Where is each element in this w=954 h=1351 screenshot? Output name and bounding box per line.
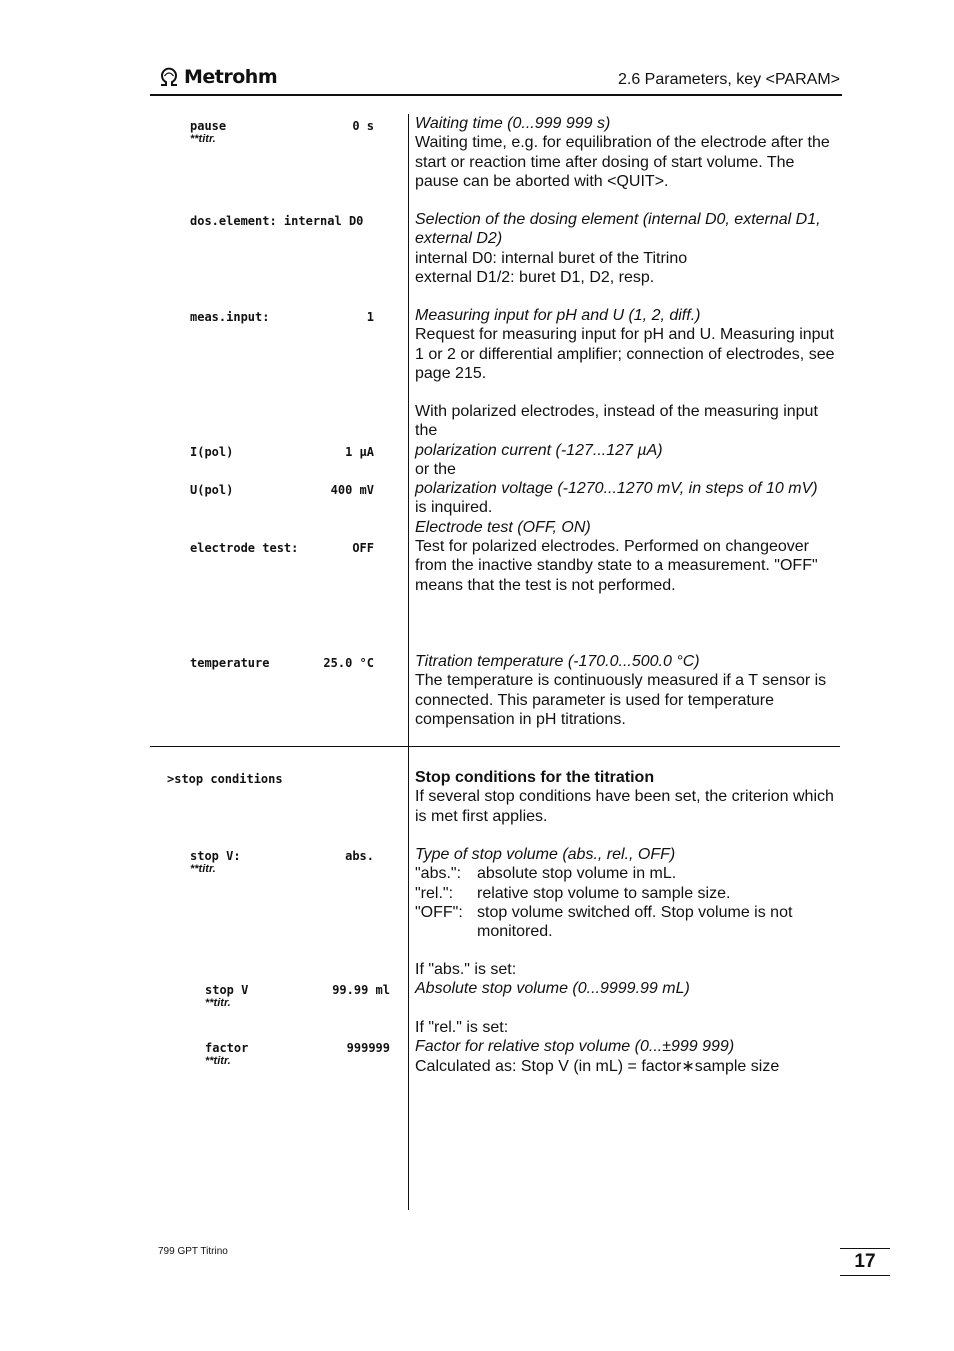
param-name: stop V [205, 983, 249, 997]
param-name: U(pol) [190, 483, 234, 497]
desc-title: Titration temperature (-170.0...500.0 °C) [415, 653, 700, 670]
param-note: **titr. [205, 1055, 231, 1067]
desc-condition: If "rel." is set: [415, 1019, 509, 1036]
def-val: relative stop volume to sample size. [477, 884, 731, 902]
param-name: temperature [190, 656, 270, 670]
param-electrode-test [190, 541, 374, 555]
param-value: 0 s [352, 119, 374, 133]
param-name: dos.element: internal D0 [190, 214, 364, 228]
param-name: electrode test: [190, 541, 299, 555]
param-upol [190, 483, 374, 497]
param-name: meas.input: [190, 310, 270, 324]
desc-meas-input [415, 306, 840, 383]
desc-intro: With polarized electrodes, instead of the measuring input the [415, 403, 818, 440]
desc-title: Absolute stop volume (0...9999.99 mL) [415, 980, 690, 998]
def-row-rel [415, 884, 840, 903]
def-key: "abs.": [415, 865, 462, 883]
param-name: pause [190, 119, 227, 133]
desc-body: Request for measuring input for pH and U. Measuring input 1 or 2 or differential amplifier; connection of electrodes, see page 215. [415, 326, 835, 382]
param-ipol [190, 445, 374, 459]
desc-line: internal D0: internal buret of the Titrino [415, 249, 688, 267]
desc-body: If several stop conditions have been set, the criterion which is met first applies. [415, 788, 834, 825]
desc-line: external D1/2: buret D1, D2, resp. [415, 268, 655, 286]
def-val: stop volume switched off. Stop volume is not monitored. [477, 903, 793, 941]
desc-condition: If "abs." is set: [415, 961, 517, 978]
param-temperature [190, 656, 374, 670]
param-stop-v-type [190, 849, 374, 875]
param-meas-input [190, 310, 374, 324]
param-value: 25.0 °C [323, 656, 374, 670]
desc-or-the: or the [415, 460, 456, 478]
desc-title: Selection of the dosing element (internal D0, external D1, external D2) [415, 211, 821, 248]
desc-heading: Stop conditions for the titration [415, 769, 655, 786]
param-pause [190, 119, 374, 145]
section-divider [150, 746, 840, 747]
page-number: 17 [840, 1248, 890, 1276]
desc-rel-stop [415, 1018, 840, 1076]
param-value: 1 [366, 310, 374, 324]
desc-upol-title: polarization voltage (-1270...1270 mV, in steps of 10 mV) [415, 480, 818, 498]
desc-electrode-title: Electrode test (OFF, ON) [415, 518, 591, 536]
param-value: 99.99 ml [332, 983, 390, 997]
desc-title: Type of stop volume (abs., rel., OFF) [415, 846, 676, 863]
param-name: stop V: [190, 849, 241, 863]
param-factor [205, 1041, 390, 1067]
desc-abs-stop [415, 960, 840, 999]
footer-product: 799 GPT Titrino [158, 1246, 228, 1257]
header-rule [150, 94, 842, 96]
def-key: "rel.": [415, 884, 454, 902]
param-value: OFF [352, 541, 374, 555]
param-value: abs. [345, 849, 374, 863]
desc-body: Waiting time, e.g. for equilibration of the electrode after the start or reaction time after dosing of start volume. The pause can be aborted with <QUIT>. [415, 134, 830, 190]
desc-body: The temperature is continuously measured if a T sensor is connected. This parameter is used for temperature compensation in pH titrations. [415, 672, 827, 728]
desc-ipol-title: polarization current (-127...127 µA) [415, 441, 663, 459]
def-row-abs [415, 864, 840, 883]
desc-pause [415, 114, 840, 191]
def-row-off [415, 903, 840, 942]
param-name: factor [205, 1041, 249, 1055]
param-note: **titr. [190, 863, 216, 875]
param-value: 1 µA [345, 445, 374, 459]
param-stop-v [205, 983, 390, 1009]
desc-title: Measuring input for pH and U (1, 2, diff.) [415, 307, 701, 324]
param-note: **titr. [205, 997, 231, 1009]
desc-calc: Calculated as: Stop V (in mL) = factor∗sample size [415, 1057, 780, 1075]
column-divider [408, 114, 409, 1210]
param-value: 400 mV [330, 483, 374, 497]
desc-polarized [415, 402, 840, 595]
metrohm-omega-icon [158, 66, 180, 88]
param-stop-conditions [167, 772, 367, 786]
desc-dos-element [415, 210, 840, 287]
param-name: I(pol) [190, 445, 234, 459]
desc-stop-conditions [415, 768, 840, 826]
param-value: 999999 [346, 1041, 390, 1055]
desc-is-inquired: is inquired. [415, 499, 493, 517]
desc-electrode-body: Test for polarized electrodes. Performed on changeover from the inactive standby state to a measurement. "OFF" means that the test is not performed. [415, 538, 818, 594]
param-note: **titr. [190, 133, 216, 145]
desc-stop-v-type [415, 845, 840, 941]
desc-title: Factor for relative stop volume (0...±999 999) [415, 1038, 735, 1056]
param-name: >stop conditions [167, 772, 283, 786]
desc-title: Waiting time (0...999 999 s) [415, 115, 611, 132]
brand-logo [158, 66, 277, 88]
desc-temperature [415, 652, 840, 729]
brand-name: Metrohm [184, 66, 278, 88]
def-key: "OFF": [415, 903, 463, 921]
param-dos-element [190, 214, 380, 228]
def-val: absolute stop volume in mL. [477, 865, 677, 883]
section-title: 2.6 Parameters, key <PARAM> [617, 71, 840, 88]
